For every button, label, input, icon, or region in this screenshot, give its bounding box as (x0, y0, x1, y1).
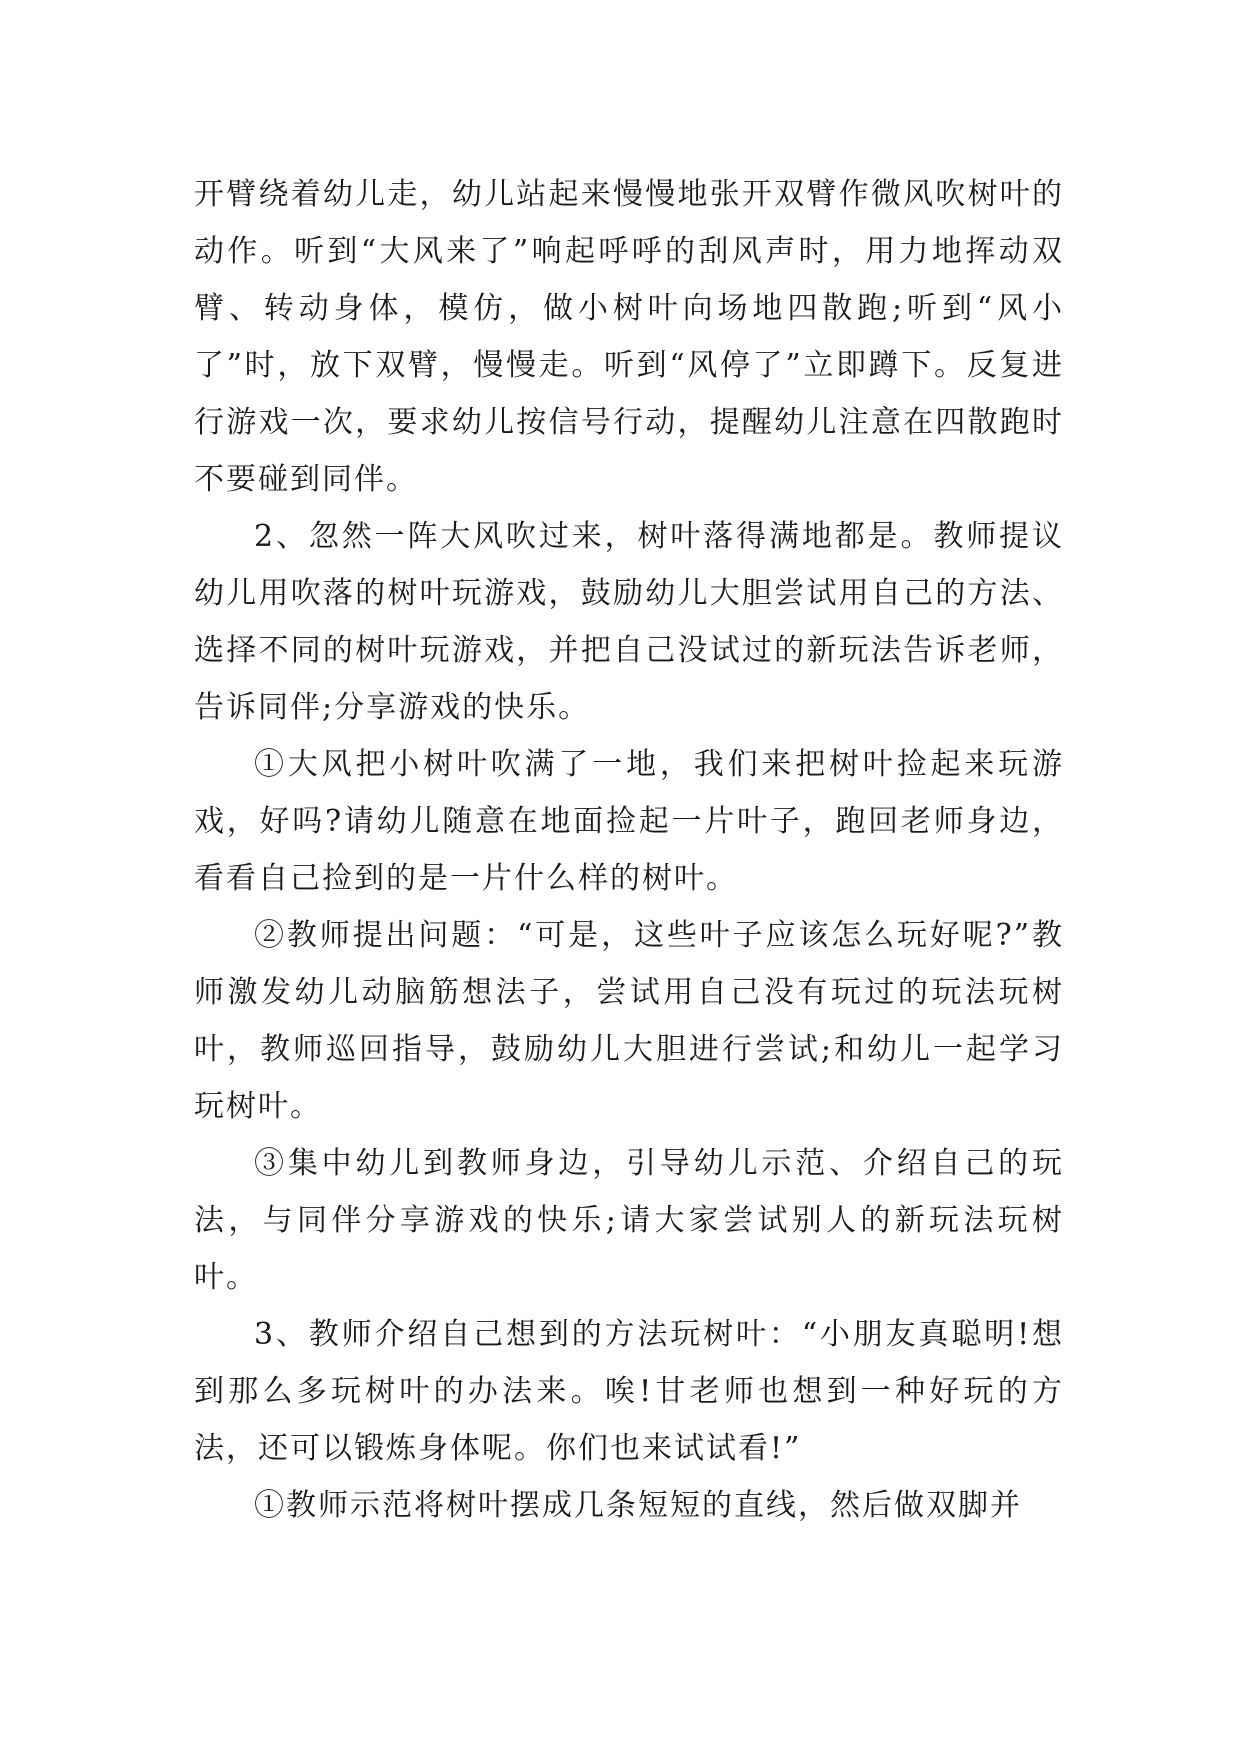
paragraph-7: ①教师示范将树叶摆成几条短短的直线，然后做双脚并 (254, 1488, 1022, 1523)
paragraph-3: ①大风把小树叶吹满了一地，我们来把树叶捡起来玩游戏，好吗?请幼儿随意在地面捡起一片叶子，跑回老师身边，看看自己捡到的是一片什么样的树叶。 (194, 747, 1064, 896)
paragraph-6: 3、教师介绍自己想到的方法玩树叶：“小朋友真聪明!想到那么多玩树叶的办法来。唉!甘老师也想到一种好玩的方法，还可以锻炼身体呢。你们也来试试看!” (194, 1317, 1064, 1466)
document-body (194, 166, 1064, 1534)
paragraph-1: 开臂绕着幼儿走，幼儿站起来慢慢地张开双臂作微风吹树叶的动作。听到“大风来了”响起呼呼的刮风声时，用力地挥动双臂、转动身体，模仿，做小树叶向场地四散跑;听到“风小了”时，放下双臂，慢慢走。听到“风停了”立即蹲下。反复进行游戏一次，要求幼儿按信号行动，提醒幼儿注意在四散跑时不要碰到同伴。 (194, 177, 1064, 497)
paragraph-2: 2、忽然一阵大风吹过来，树叶落得满地都是。教师提议幼儿用吹落的树叶玩游戏，鼓励幼儿大胆尝试用自己的方法、选择不同的树叶玩游戏，并把自己没试过的新玩法告诉老师，告诉同伴;分享游戏的快乐。 (194, 519, 1064, 725)
paragraph-4: ②教师提出问题：“可是，这些叶子应该怎么玩好呢?”教师激发幼儿动脑筋想法子，尝试用自己没有玩过的玩法玩树叶，教师巡回指导，鼓励幼儿大胆进行尝试;和幼儿一起学习玩树叶。 (194, 918, 1064, 1124)
paragraph-5: ③集中幼儿到教师身边，引导幼儿示范、介绍自己的玩法，与同伴分享游戏的快乐;请大家尝试别人的新玩法玩树叶。 (194, 1146, 1064, 1295)
